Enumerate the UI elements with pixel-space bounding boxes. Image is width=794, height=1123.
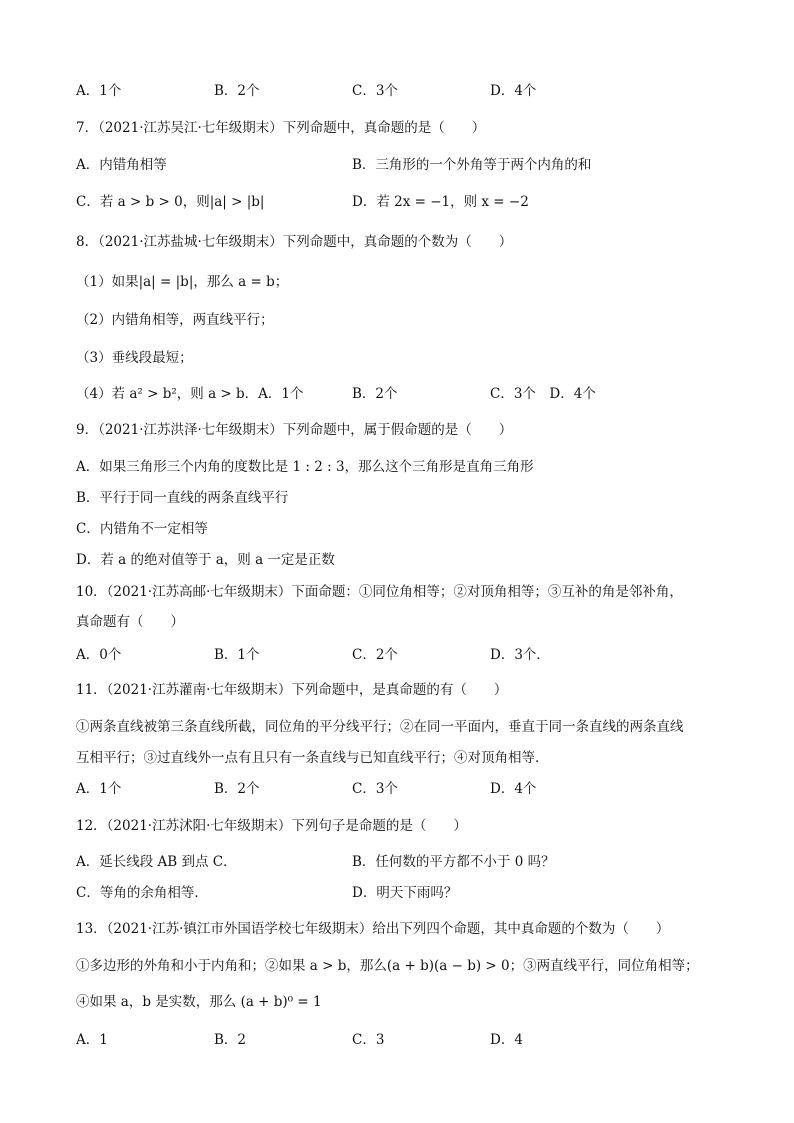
q11-option-c[interactable]: C．3个 — [352, 781, 398, 797]
q6-option-b[interactable]: B．2个 — [214, 83, 260, 99]
q8-statement-4-option-a[interactable]: （4）若 a² > b²，则 a > b．A．1个 — [76, 386, 304, 402]
q11-stem: 11．（2021·江苏灌南·七年级期末）下列命题中，是真命题的有（ ） — [76, 682, 508, 698]
q12-option-b[interactable]: B．任何数的平方都不小于 0 吗？ — [352, 854, 555, 870]
q7-option-c[interactable]: C．若 a > b > 0，则|a| > |b| — [76, 194, 265, 210]
q8-option-cd[interactable]: C．3个 D．4个 — [490, 386, 596, 402]
q8-statement-2: （2）内错角相等，两直线平行； — [76, 312, 274, 328]
q13-statements-line-1: ①多边形的外角和小于内角和；②如果 a > b，那么(a + b)(a − b) > 0；③两直线平行，同位角相等； — [76, 958, 699, 974]
q7-option-a[interactable]: A．内错角相等 — [76, 157, 167, 173]
q6-option-d[interactable]: D．4个 — [490, 83, 537, 99]
q11-statements-line-1: ①两条直线被第三条直线所截，同位角的平分线平行；②在同一平面内，垂直于同一条直线的两条直线 — [76, 719, 684, 735]
q9-option-d[interactable]: D．若 a 的绝对值等于 a，则 a 一定是正数 — [76, 552, 335, 568]
q12-option-d[interactable]: D．明天下雨吗？ — [352, 885, 458, 901]
q10-option-a[interactable]: A．0个 — [76, 647, 122, 663]
q10-option-c[interactable]: C．2个 — [352, 647, 398, 663]
q8-statement-3: （3）垂线段最短； — [76, 350, 193, 366]
q8-statement-1: （1）如果|a| = |b|，那么 a = b； — [76, 274, 289, 290]
q11-option-d[interactable]: D．4个 — [490, 781, 537, 797]
q13-option-d[interactable]: D．4 — [490, 1032, 523, 1048]
q13-stem: 13．（2021·江苏·镇江市外国语学校七年级期末）给出下列四个命题，其中真命题的个数为（ ） — [76, 921, 670, 937]
q13-option-b[interactable]: B．2 — [214, 1032, 247, 1048]
q12-option-a[interactable]: A．延长线段 AB 到点 C． — [76, 854, 237, 870]
q10-stem-line-2: 真命题有（ ） — [76, 614, 184, 630]
q12-stem: 12．（2021·江苏沭阳·七年级期末）下列句子是命题的是（ ） — [76, 818, 467, 834]
q13-option-c[interactable]: C．3 — [352, 1032, 385, 1048]
q9-option-b[interactable]: B．平行于同一直线的两条直线平行 — [76, 490, 289, 506]
q11-statements-line-2: 互相平行；③过直线外一点有且只有一条直线与已知直线平行；④对顶角相等． — [76, 750, 549, 766]
q7-option-b[interactable]: B．三角形的一个外角等于两个内角的和 — [352, 157, 592, 173]
q9-option-a[interactable]: A．如果三角形三个内角的度数比是 1 : 2 : 3，那么这个三角形是直角三角形 — [76, 459, 534, 475]
q13-option-a[interactable]: A．1 — [76, 1032, 108, 1048]
q9-option-c[interactable]: C．内错角不一定相等 — [76, 521, 208, 537]
q10-option-d[interactable]: D．3个． — [490, 647, 550, 663]
q6-option-a[interactable]: A．1个 — [76, 83, 122, 99]
q7-stem: 7．（2021·江苏吴江·七年级期末）下列命题中，真命题的是（ ） — [76, 120, 486, 136]
q10-option-b[interactable]: B．1个 — [214, 647, 260, 663]
q7-option-d[interactable]: D．若 2x = −1，则 x = −2 — [352, 194, 529, 210]
q11-option-a[interactable]: A．1个 — [76, 781, 122, 797]
q8-stem: 8．（2021·江苏盐城·七年级期末）下列命题中，真命题的个数为（ ） — [76, 234, 513, 250]
q8-option-b[interactable]: B．2个 — [352, 386, 398, 402]
q6-option-c[interactable]: C．3个 — [352, 83, 398, 99]
q9-stem: 9．（2021·江苏洪泽·七年级期末）下列命题中，属于假命题的是（ ） — [76, 422, 513, 438]
q10-stem-line-1: 10．（2021·江苏高邮·七年级期末）下面命题：①同位角相等；②对顶角相等；③互补的角是邻补角， — [76, 584, 683, 600]
q12-option-c[interactable]: C．等角的余角相等． — [76, 885, 208, 901]
q13-statements-line-2: ④如果 a，b 是实数，那么 (a + b)⁰ = 1 — [76, 994, 322, 1010]
q11-option-b[interactable]: B．2个 — [214, 781, 260, 797]
